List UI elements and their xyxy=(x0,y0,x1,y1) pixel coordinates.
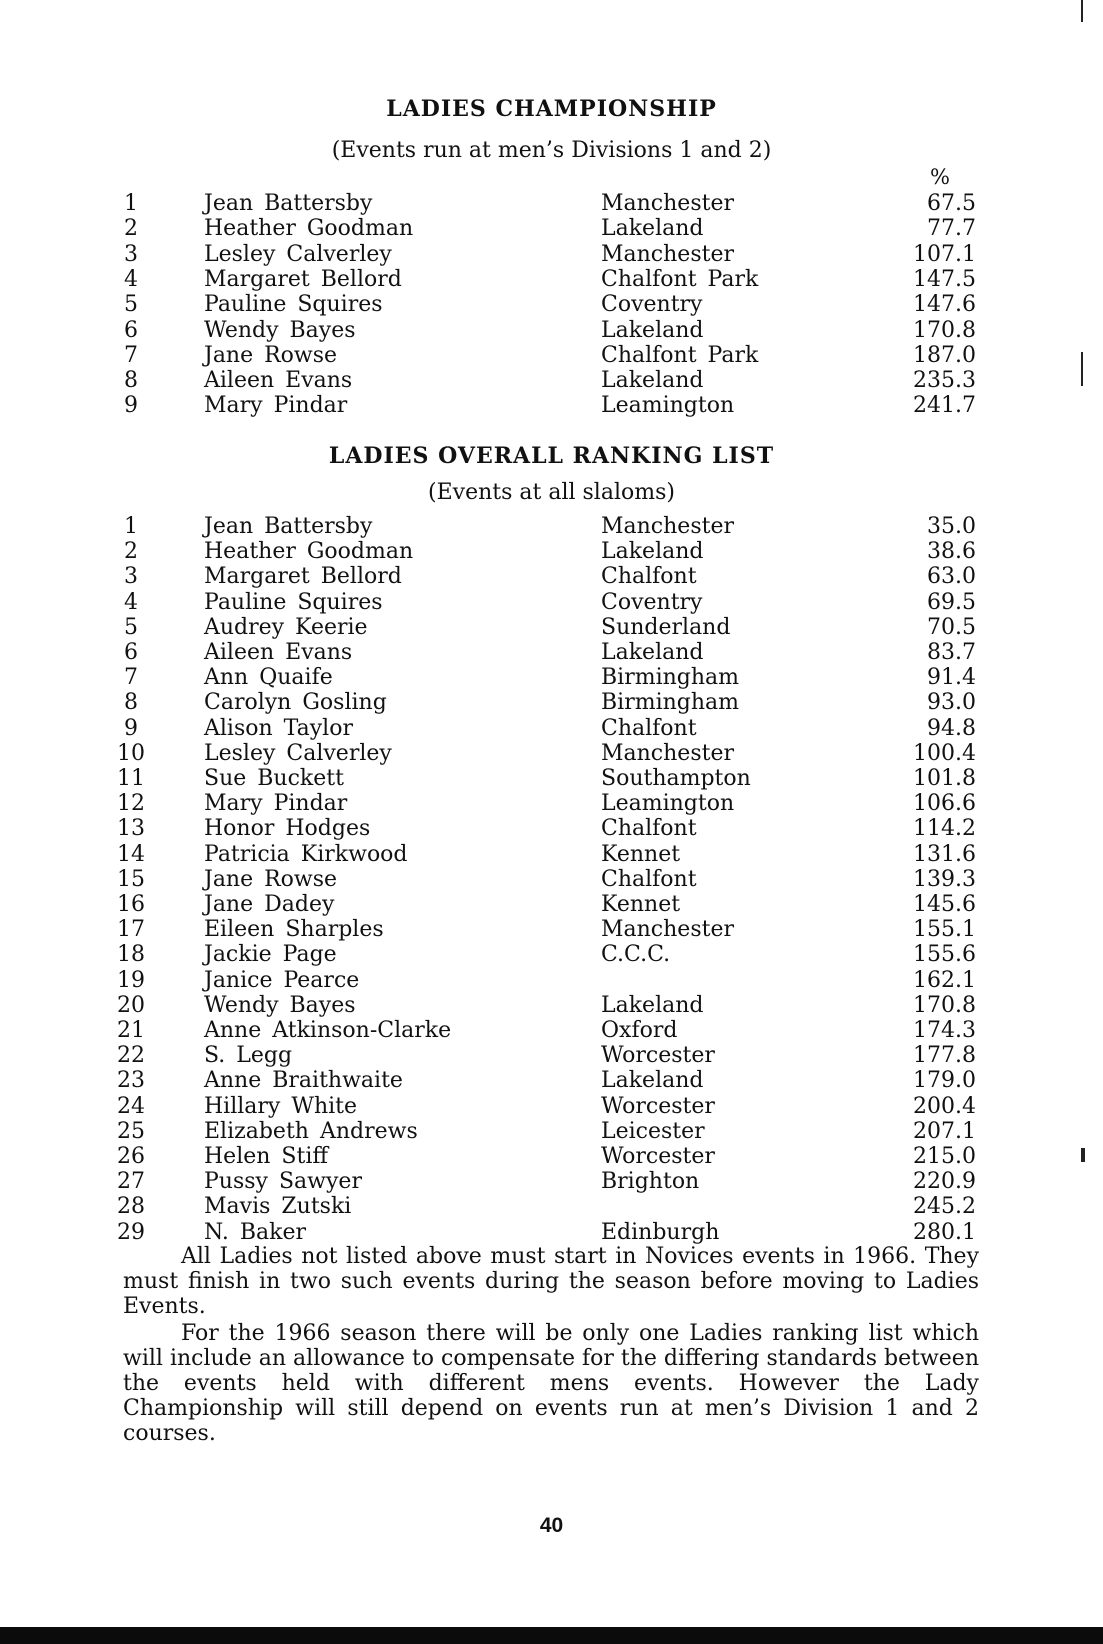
name-cell: Hillary White xyxy=(204,1093,358,1119)
club-cell: Oxford xyxy=(601,1018,678,1043)
club-cell: Southampton xyxy=(601,766,751,791)
value-cell: 101.8 xyxy=(913,766,976,791)
club-cell: Kennet xyxy=(601,841,681,867)
name-cell: Jean Battersby xyxy=(204,191,373,216)
rank-cell: 6 xyxy=(124,317,138,343)
scan-edge-mark xyxy=(1081,1148,1085,1162)
table-row xyxy=(0,766,1103,791)
value-cell: 245.2 xyxy=(913,1194,976,1220)
value-cell: 162.1 xyxy=(913,967,976,993)
rank-cell: 16 xyxy=(117,892,145,917)
rank-cell: 26 xyxy=(117,1144,145,1169)
table-row xyxy=(0,993,1103,1018)
value-cell: 215.0 xyxy=(913,1144,976,1169)
value-cell: 170.8 xyxy=(913,992,976,1018)
name-cell: Margaret Bellord xyxy=(204,564,402,590)
rank-cell: 18 xyxy=(117,942,145,968)
table-row xyxy=(0,1220,1103,1245)
club-cell: Chalfont xyxy=(601,866,697,892)
rank-cell: 9 xyxy=(124,715,138,741)
value-cell: 38.6 xyxy=(927,539,976,565)
rank-cell: 8 xyxy=(124,690,138,716)
club-cell: Lakeland xyxy=(601,539,704,565)
scan-edge-mark xyxy=(1081,0,1083,22)
value-cell: 114.2 xyxy=(913,816,976,842)
scan-edge-mark xyxy=(1081,352,1083,386)
table-row xyxy=(0,292,1103,317)
ranking-title: LADIES OVERALL RANKING LIST xyxy=(328,443,775,469)
rank-cell: 7 xyxy=(124,342,138,368)
table-row xyxy=(0,791,1103,816)
name-cell: Heather Goodman xyxy=(204,539,414,565)
rank-cell: 1 xyxy=(124,191,138,216)
rank-cell: 8 xyxy=(124,368,138,394)
club-cell: Chalfont xyxy=(601,715,697,741)
club-cell: Edinburgh xyxy=(601,1219,720,1245)
name-cell: Elizabeth Andrews xyxy=(204,1118,418,1144)
table-row xyxy=(0,1119,1103,1144)
table-row xyxy=(0,368,1103,393)
rank-cell: 2 xyxy=(124,216,138,242)
table-row xyxy=(0,640,1103,665)
club-cell: Lakeland xyxy=(601,1068,704,1094)
table-row xyxy=(0,1094,1103,1119)
name-cell: Anne Braithwaite xyxy=(204,1068,403,1094)
value-cell: 241.7 xyxy=(913,393,976,419)
value-cell: 93.0 xyxy=(927,690,976,716)
value-cell: 155.1 xyxy=(913,917,976,943)
name-cell: Jean Battersby xyxy=(204,514,373,539)
rank-cell: 10 xyxy=(117,740,145,766)
value-cell: 100.4 xyxy=(913,740,976,766)
name-cell: Margaret Bellord xyxy=(204,266,402,292)
note-paragraph-ranking: For the 1966 season there will be only one Ladies ranking list which will include an allowance to compensate for the differing standards between the events held with different mens events. However the Lady Championship will still depend on events run at men’s Division 1 and 2 courses. xyxy=(123,1321,979,1446)
club-cell: Leamington xyxy=(601,393,735,419)
value-cell: 147.5 xyxy=(913,266,976,292)
name-cell: Alison Taylor xyxy=(204,715,353,741)
value-cell: 131.6 xyxy=(913,841,976,867)
table-row xyxy=(0,968,1103,993)
table-row xyxy=(0,191,1103,216)
rank-cell: 6 xyxy=(124,640,138,665)
value-cell: 220.9 xyxy=(913,1169,976,1195)
value-cell: 235.3 xyxy=(913,368,976,394)
value-cell: 77.7 xyxy=(927,216,976,242)
club-cell: Manchester xyxy=(601,917,734,943)
rank-cell: 11 xyxy=(117,766,145,791)
table-row xyxy=(0,1043,1103,1068)
table-row xyxy=(0,318,1103,343)
value-cell: 69.5 xyxy=(927,589,976,615)
rank-cell: 3 xyxy=(124,241,138,267)
rank-cell: 27 xyxy=(117,1169,145,1195)
club-cell: Lakeland xyxy=(601,368,704,394)
name-cell: Lesley Calverley xyxy=(204,740,392,766)
table-row xyxy=(0,590,1103,615)
value-cell: 91.4 xyxy=(927,665,976,691)
name-cell: Carolyn Gosling xyxy=(204,690,387,716)
rank-cell: 1 xyxy=(124,514,138,539)
club-cell: Manchester xyxy=(601,241,734,267)
name-cell: Eileen Sharples xyxy=(204,917,384,943)
club-cell: Manchester xyxy=(601,191,734,216)
championship-subtitle: (Events run at men’s Divisions 1 and 2) xyxy=(331,138,772,163)
club-cell: C.C.C. xyxy=(601,942,671,968)
table-row xyxy=(0,539,1103,564)
value-cell: 83.7 xyxy=(927,640,976,665)
table-row xyxy=(0,393,1103,418)
rank-cell: 5 xyxy=(124,292,138,318)
value-cell: 187.0 xyxy=(913,342,976,368)
table-row xyxy=(0,1169,1103,1194)
rank-cell: 29 xyxy=(117,1219,145,1245)
ranking-subtitle: (Events at all slaloms) xyxy=(428,480,675,505)
club-cell: Manchester xyxy=(601,740,734,766)
table-row xyxy=(0,564,1103,589)
name-cell: Jackie Page xyxy=(204,942,337,968)
value-cell: 147.6 xyxy=(913,292,976,318)
club-cell: Lakeland xyxy=(601,216,704,242)
value-cell: 207.1 xyxy=(913,1118,976,1144)
rank-cell: 22 xyxy=(117,1043,145,1069)
club-cell: Leicester xyxy=(601,1118,705,1144)
club-cell: Worcester xyxy=(601,1144,715,1169)
club-cell: Worcester xyxy=(601,1043,715,1069)
value-cell: 67.5 xyxy=(927,191,976,216)
rank-cell: 3 xyxy=(124,564,138,590)
value-cell: 70.5 xyxy=(927,614,976,640)
club-cell: Chalfont xyxy=(601,816,697,842)
rank-cell: 13 xyxy=(117,816,145,842)
value-cell: 106.6 xyxy=(913,791,976,817)
value-cell: 174.3 xyxy=(913,1018,976,1043)
name-cell: Janice Pearce xyxy=(204,967,360,993)
club-cell: Lakeland xyxy=(601,992,704,1018)
club-cell: Birmingham xyxy=(601,665,740,691)
table-row xyxy=(0,1018,1103,1043)
table-row xyxy=(0,1194,1103,1219)
value-cell: 35.0 xyxy=(927,514,976,539)
name-cell: Wendy Bayes xyxy=(204,317,356,343)
club-cell: Leamington xyxy=(601,791,735,817)
value-cell: 280.1 xyxy=(913,1219,976,1245)
rank-cell: 9 xyxy=(124,393,138,419)
value-cell: 155.6 xyxy=(913,942,976,968)
name-cell: Patricia Kirkwood xyxy=(204,841,408,867)
table-row xyxy=(0,665,1103,690)
name-cell: Pauline Squires xyxy=(204,292,383,318)
club-cell: Birmingham xyxy=(601,690,740,716)
name-cell: S. Legg xyxy=(204,1043,293,1069)
club-cell: Chalfont xyxy=(601,564,697,590)
club-cell: Lakeland xyxy=(601,317,704,343)
table-row xyxy=(0,343,1103,368)
name-cell: Aileen Evans xyxy=(204,640,353,665)
rank-cell: 7 xyxy=(124,665,138,691)
table-row xyxy=(0,842,1103,867)
value-cell: 177.8 xyxy=(913,1043,976,1069)
table-row xyxy=(0,1068,1103,1093)
value-cell: 63.0 xyxy=(927,564,976,590)
name-cell: Pauline Squires xyxy=(204,589,383,615)
table-row xyxy=(0,615,1103,640)
table-row xyxy=(0,514,1103,539)
table-row xyxy=(0,242,1103,267)
rank-cell: 2 xyxy=(124,539,138,565)
value-cell: 170.8 xyxy=(913,317,976,343)
table-row xyxy=(0,716,1103,741)
rank-cell: 24 xyxy=(117,1093,145,1119)
name-cell: Honor Hodges xyxy=(204,816,371,842)
rank-cell: 19 xyxy=(117,967,145,993)
name-cell: Jane Rowse xyxy=(204,342,338,368)
name-cell: Lesley Calverley xyxy=(204,241,392,267)
table-row xyxy=(0,917,1103,942)
table-row xyxy=(0,867,1103,892)
name-cell: Mavis Zutski xyxy=(204,1194,352,1220)
name-cell: Sue Buckett xyxy=(204,766,344,791)
value-cell: 107.1 xyxy=(913,241,976,267)
rank-cell: 21 xyxy=(117,1018,145,1043)
rank-cell: 28 xyxy=(117,1194,145,1220)
rank-cell: 4 xyxy=(124,589,138,615)
name-cell: Pussy Sawyer xyxy=(204,1169,362,1195)
club-cell: Lakeland xyxy=(601,640,704,665)
value-cell: 94.8 xyxy=(927,715,976,741)
name-cell: Jane Rowse xyxy=(204,866,338,892)
value-cell: 145.6 xyxy=(913,892,976,917)
rank-cell: 20 xyxy=(117,992,145,1018)
championship-title: LADIES CHAMPIONSHIP xyxy=(386,96,717,122)
rank-cell: 25 xyxy=(117,1118,145,1144)
table-row xyxy=(0,216,1103,241)
table-row xyxy=(0,267,1103,292)
table-row xyxy=(0,741,1103,766)
rank-cell: 15 xyxy=(117,866,145,892)
percent-column-header: % xyxy=(930,165,950,189)
club-cell: Manchester xyxy=(601,514,734,539)
club-cell: Chalfont Park xyxy=(601,266,759,292)
name-cell: Aileen Evans xyxy=(204,368,353,394)
table-row xyxy=(0,816,1103,841)
name-cell: Heather Goodman xyxy=(204,216,414,242)
rank-cell: 5 xyxy=(124,614,138,640)
table-row xyxy=(0,942,1103,967)
club-cell: Chalfont Park xyxy=(601,342,759,368)
name-cell: Helen Stiff xyxy=(204,1144,329,1169)
bottom-rule xyxy=(0,1627,1103,1644)
name-cell: Mary Pindar xyxy=(204,791,348,817)
rank-cell: 12 xyxy=(117,791,145,817)
name-cell: Jane Dadey xyxy=(204,892,335,917)
note-paragraph-novices: All Ladies not listed above must start in Novices events in 1966. They must finish in two such events during the season before moving to Ladies Events. xyxy=(123,1244,979,1319)
name-cell: Audrey Keerie xyxy=(204,614,368,640)
name-cell: Wendy Bayes xyxy=(204,992,356,1018)
table-row xyxy=(0,1144,1103,1169)
rank-cell: 14 xyxy=(117,841,145,867)
club-cell: Kennet xyxy=(601,892,681,917)
club-cell: Coventry xyxy=(601,589,703,615)
name-cell: Anne Atkinson-Clarke xyxy=(204,1018,452,1043)
page-number: 40 xyxy=(539,1514,564,1537)
value-cell: 139.3 xyxy=(913,866,976,892)
table-row xyxy=(0,892,1103,917)
rank-cell: 23 xyxy=(117,1068,145,1094)
table-row xyxy=(0,690,1103,715)
name-cell: N. Baker xyxy=(204,1219,306,1245)
name-cell: Mary Pindar xyxy=(204,393,348,419)
rank-cell: 4 xyxy=(124,266,138,292)
value-cell: 179.0 xyxy=(913,1068,976,1094)
value-cell: 200.4 xyxy=(913,1093,976,1119)
name-cell: Ann Quaife xyxy=(204,665,333,691)
club-cell: Worcester xyxy=(601,1093,715,1119)
club-cell: Sunderland xyxy=(601,614,731,640)
club-cell: Brighton xyxy=(601,1169,700,1195)
rank-cell: 17 xyxy=(117,917,145,943)
club-cell: Coventry xyxy=(601,292,703,318)
